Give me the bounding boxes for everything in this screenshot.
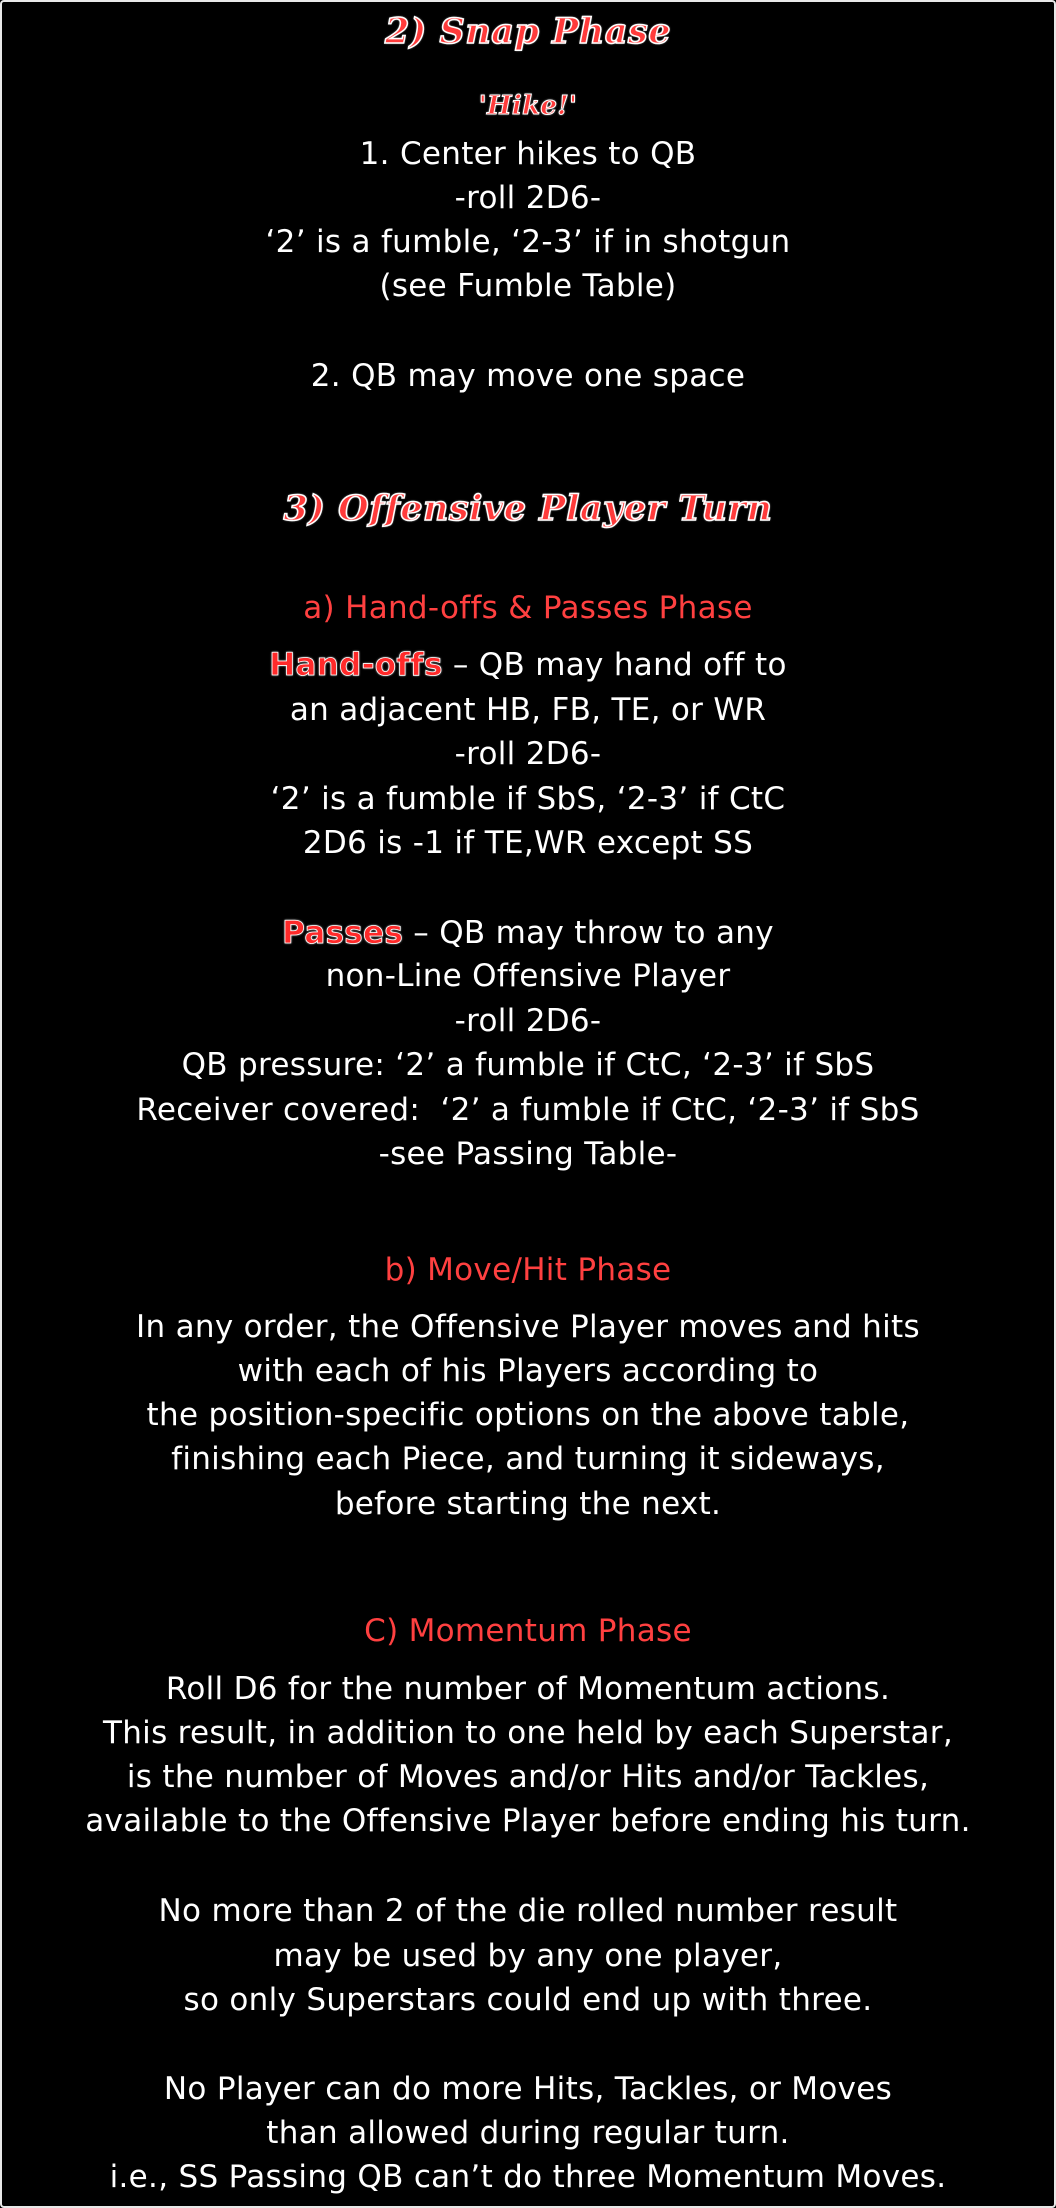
hand-offs-line-2: an adjacent HB, FB, TE, or WR — [289, 692, 767, 728]
passes-line-4: QB pressure: ‘2’ a fumble if CtC, ‘2-3’ if SbS — [181, 1047, 875, 1083]
snap-line-4: (see Fumble Table) — [379, 268, 677, 304]
passes-line-6: -see Passing Table- — [378, 1136, 678, 1172]
snap-phase-title: 2) Snap Phase — [384, 11, 672, 52]
move-hit-subtitle: b) Move/Hit Phase — [384, 1252, 672, 1288]
momentum-line-3: is the number of Moves and/or Hits and/or Tackles, — [126, 1759, 930, 1795]
momentum-subtitle: C) Momentum Phase — [364, 1613, 692, 1649]
momentum-line-9: than allowed during regular turn. — [266, 2115, 790, 2151]
passes-line-3: -roll 2D6- — [454, 1003, 602, 1039]
passes-line-2: non-Line Offensive Player — [325, 958, 731, 994]
momentum-line-5: No more than 2 of the die rolled number result — [158, 1893, 898, 1929]
snap-line-2: -roll 2D6- — [454, 180, 602, 216]
hand-offs-line-3: -roll 2D6- — [454, 736, 602, 772]
snap-line-1: 1. Center hikes to QB — [359, 136, 697, 172]
hand-offs-line-1-text: – QB may hand off to — [442, 647, 787, 683]
momentum-line-6: may be used by any one player, — [273, 1938, 783, 1974]
move-hit-line-2: with each of his Players according to — [237, 1353, 819, 1389]
momentum-line-2: This result, in addition to one held by each Superstar, — [102, 1715, 954, 1751]
hand-offs-line-5: 2D6 is -1 if TE,WR except SS — [302, 825, 754, 861]
momentum-line-8: No Player can do more Hits, Tackles, or Moves — [163, 2071, 893, 2107]
hand-offs-line-4: ‘2’ is a fumble if SbS, ‘2-3’ if CtC — [270, 781, 786, 817]
momentum-line-1: Roll D6 for the number of Momentum actions. — [165, 1671, 891, 1707]
offensive-turn-title: 3) Offensive Player Turn — [283, 488, 773, 529]
move-hit-line-3: the position-specific options on the above table, — [146, 1397, 910, 1433]
passes-line-1-text: – QB may throw to any — [403, 915, 774, 951]
hand-offs-keyword: Hand-offs — [269, 647, 443, 683]
snap-line-3: ‘2’ is a fumble, ‘2-3’ if in shotgun — [265, 224, 791, 260]
hand-offs-line-1 — [2, 645, 1054, 685]
passes-keyword: Passes — [282, 915, 404, 951]
momentum-line-10: i.e., SS Passing QB can’t do three Momentum Moves. — [109, 2159, 947, 2195]
snap-line-5: 2. QB may move one space — [310, 358, 746, 394]
momentum-line-7: so only Superstars could end up with three. — [183, 1982, 873, 2018]
move-hit-line-4: finishing each Piece, and turning it sideways, — [171, 1441, 885, 1477]
move-hit-line-1: In any order, the Offensive Player moves and hits — [136, 1309, 920, 1345]
snap-phase-callout: 'Hike!' — [478, 91, 578, 121]
momentum-line-4: available to the Offensive Player before ending his turn. — [85, 1803, 971, 1839]
hand-offs-passes-subtitle: a) Hand-offs & Passes Phase — [303, 590, 753, 626]
passes-line-1 — [2, 913, 1054, 953]
passes-line-5: Receiver covered: ‘2’ a fumble if CtC, ‘2-3’ if SbS — [136, 1092, 920, 1128]
move-hit-line-5: before starting the next. — [334, 1486, 722, 1522]
